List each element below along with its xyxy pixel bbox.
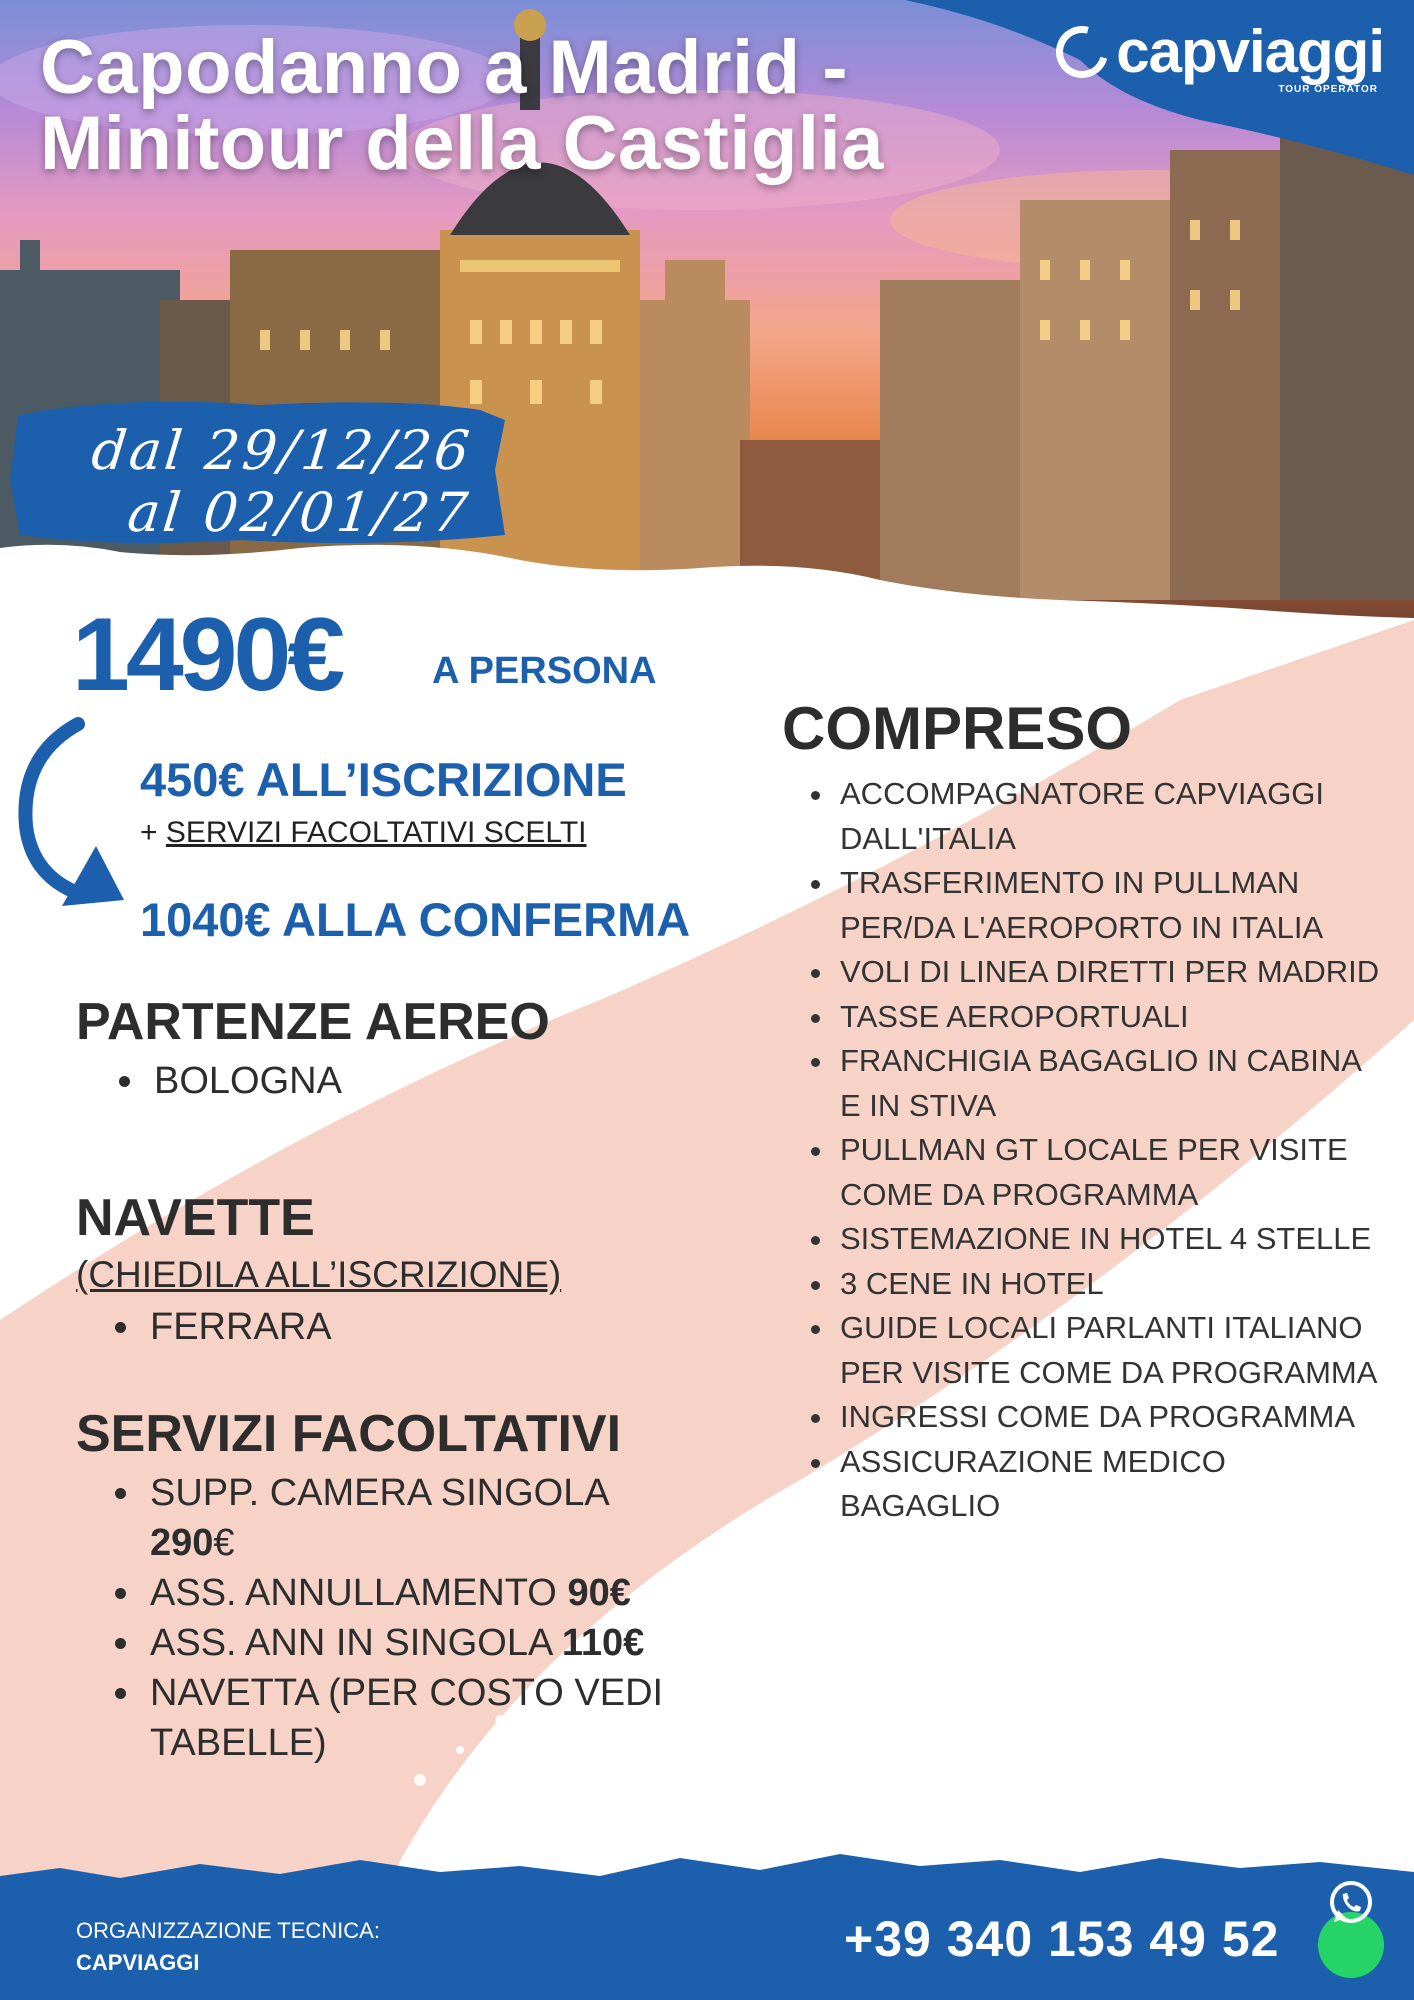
compreso-list — [796, 772, 1386, 1529]
item-text: ASS. ANN IN SINGOLA — [150, 1622, 562, 1664]
trip-dates — [14, 398, 504, 548]
list-item: • ASSICURAZIONE MEDICO BAGAGLIO — [836, 1440, 1386, 1529]
dates-line-1: dal 29/12/26 — [88, 419, 476, 482]
list-item: • PULLMAN GT LOCALE PER VISITE COME DA PROGRAMMA — [836, 1128, 1386, 1217]
servizi-heading: SERVIZI FACOLTATIVI — [76, 1405, 622, 1463]
list-item: • FERRARA — [144, 1302, 332, 1352]
logo-text: capviaggi — [1116, 18, 1384, 85]
list-item: • TASSE AEROPORTUALI — [836, 995, 1386, 1040]
item-tail: € — [213, 1522, 235, 1564]
list-item — [144, 1568, 718, 1618]
list-item: • BOLOGNA — [148, 1056, 342, 1106]
item-price: 90€ — [567, 1572, 631, 1614]
deposit-note — [140, 816, 587, 850]
item-text: SUPP. CAMERA SINGOLA — [150, 1472, 610, 1514]
list-item — [144, 1468, 718, 1568]
price-amount: 1490€ — [72, 597, 342, 713]
whatsapp-icon[interactable] — [1318, 1912, 1384, 1978]
item-text: NAVETTA (PER COSTO VEDI TABELLE) — [150, 1672, 664, 1764]
logo-mark-icon — [1047, 16, 1118, 87]
compreso-heading: COMPRESO — [782, 695, 1133, 762]
price-unit: A PERSONA — [432, 650, 657, 692]
list-item: • TRASFERIMENTO IN PULLMAN PER/DA L'AEROPORTO IN ITALIA — [836, 861, 1386, 950]
item-price: 110€ — [561, 1622, 645, 1664]
navette-subtitle: (CHIEDILA ALL’ISCRIZIONE) — [76, 1254, 562, 1295]
navette-list — [108, 1302, 332, 1352]
list-item — [144, 1668, 718, 1768]
phone-number[interactable]: +39 340 153 49 52 — [844, 1911, 1280, 1967]
capviaggi-logo — [1056, 18, 1384, 95]
whatsapp-glyph-icon — [1318, 1870, 1384, 1936]
footer-mountain-edge — [0, 1846, 1414, 1890]
org-name: CAPVIAGGI — [76, 1950, 200, 1975]
hero-banner — [0, 0, 1414, 640]
list-item: • SISTEMAZIONE IN HOTEL 4 STELLE — [836, 1217, 1386, 1262]
deposit-note-prefix: + — [140, 816, 166, 849]
navette-heading: NAVETTE — [76, 1189, 315, 1247]
curved-arrow-icon — [10, 716, 130, 916]
logo-subtitle: TOUR OPERATOR — [1278, 84, 1378, 95]
balance-amount: 1040€ ALLA CONFERMA — [140, 893, 691, 946]
list-item: • ACCOMPAGNATORE CAPVIAGGI DALL'ITALIA — [836, 772, 1386, 861]
page-title — [40, 25, 940, 186]
list-item: • FRANCHIGIA BAGAGLIO IN CABINA E IN STIVA — [836, 1039, 1386, 1128]
list-item — [144, 1618, 718, 1668]
partenze-heading: PARTENZE AEREO — [76, 993, 550, 1051]
list-item: • VOLI DI LINEA DIRETTI PER MADRID — [836, 950, 1386, 995]
org-label: ORGANIZZAZIONE TECNICA: — [76, 1918, 380, 1943]
list-item: • GUIDE LOCALI PARLANTI ITALIANO PER VISITE COME DA PROGRAMMA — [836, 1306, 1386, 1395]
servizi-list — [108, 1468, 718, 1768]
item-price: 290 — [150, 1522, 214, 1564]
list-item: • INGRESSI COME DA PROGRAMMA — [836, 1395, 1386, 1440]
deposit-note-text: SERVIZI FACOLTATIVI SCELTI — [165, 816, 587, 849]
deposit-amount: 450€ ALL’ISCRIZIONE — [140, 753, 627, 806]
dates-line-2: al 02/01/27 — [124, 481, 474, 544]
title-line-1: Capodanno a Madrid - — [40, 25, 848, 110]
footer — [0, 1888, 1414, 2000]
item-text: ASS. ANNULLAMENTO — [150, 1572, 568, 1614]
list-item: • 3 CENE IN HOTEL — [836, 1262, 1386, 1307]
partenze-list — [112, 1056, 342, 1106]
title-line-2: Minitour della Castiglia — [40, 101, 884, 186]
